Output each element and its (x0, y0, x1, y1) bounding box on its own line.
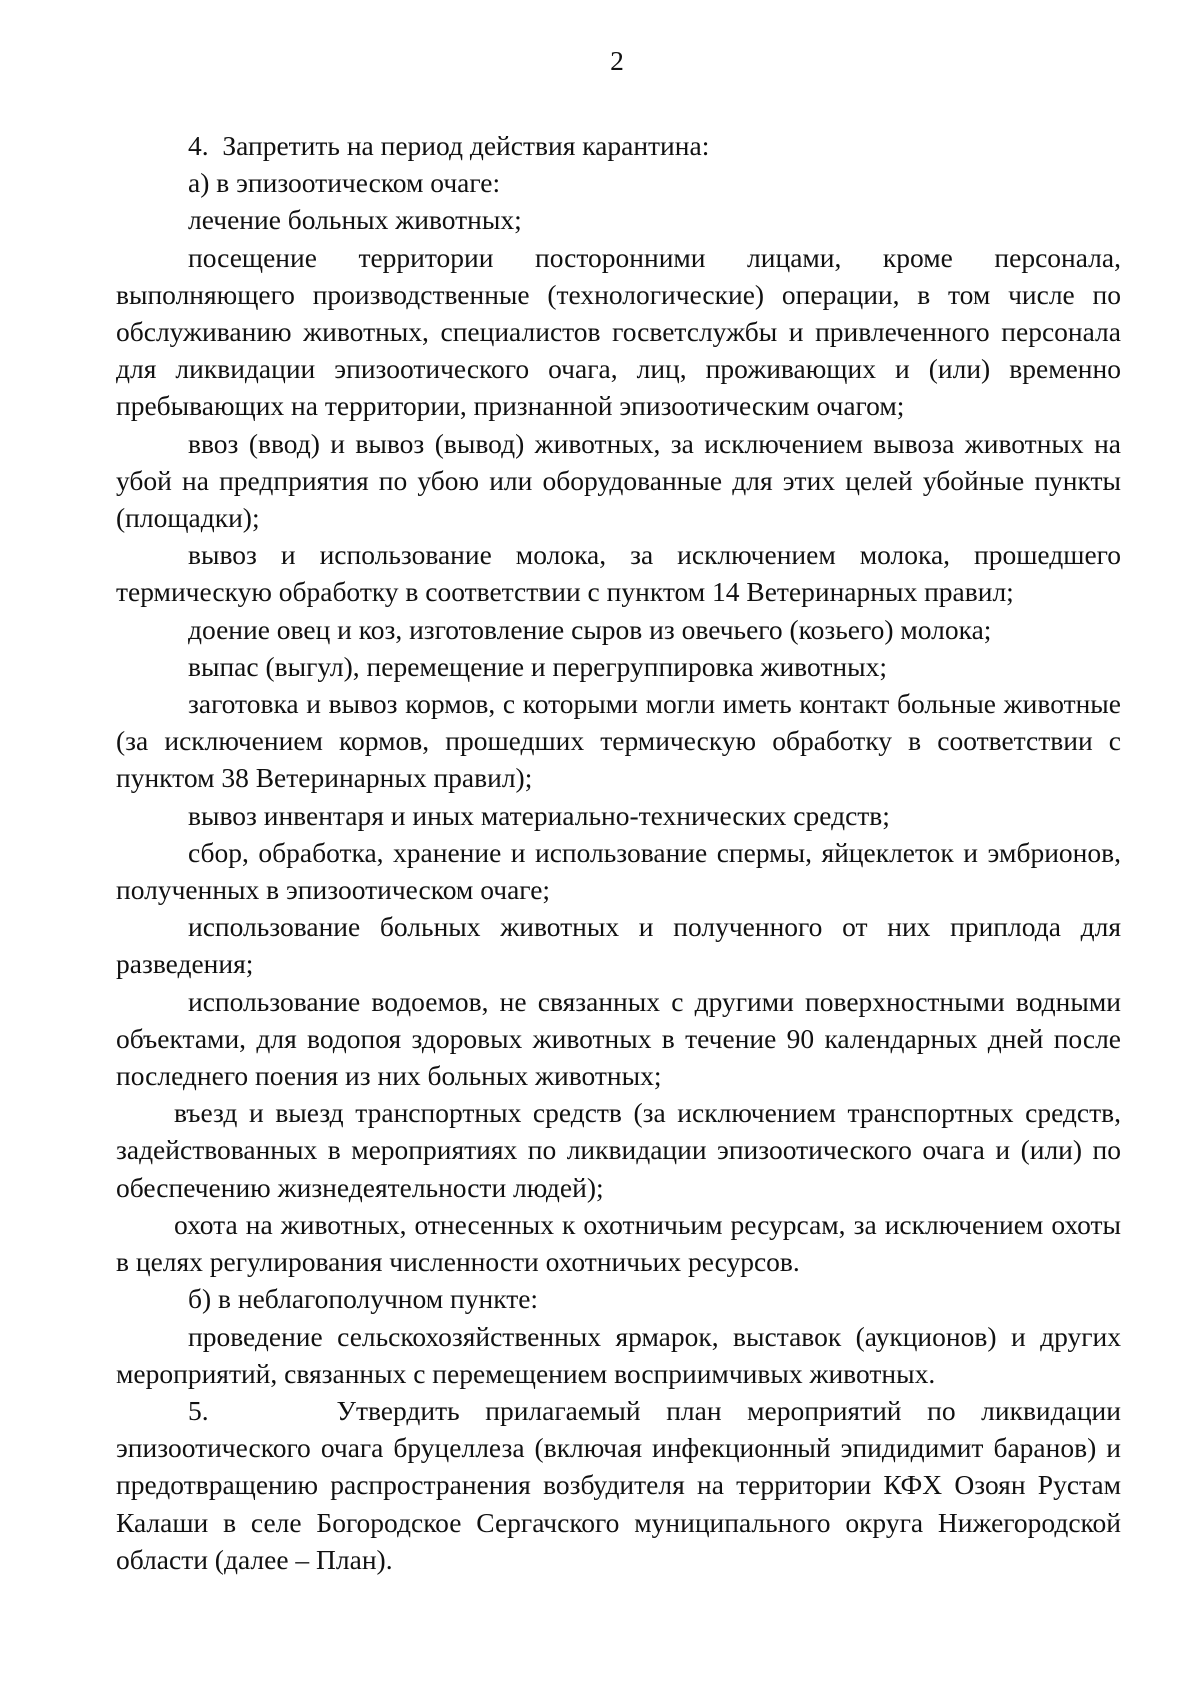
subitem-a-heading: а) в эпизоотическом очаге: (188, 167, 501, 199)
prohibition-inventory: вывоз инвентаря и иных материально-технических средств; (188, 799, 890, 831)
prohibition-vehicles: въезд и выезд транспортных средств (за исключением транспортных средств, задействованных в мероприятиях по ликвидации эпизоотического очага и (или) по обеспечению жизнедеятельности людей); (116, 1097, 1121, 1203)
prohibition-animal-movement: ввоз (ввод) и вывоз (вывод) животных, за исключением вывоза животных на убой на предприятия по убою или оборудованные для этих целей убойные пункты (площадки); (116, 427, 1121, 534)
prohibition-fairs: проведение сельскохозяйственных ярмарок, выставок (аукционов) и других мероприятий, связанных с перемещением восприимчивых животных. (116, 1320, 1121, 1389)
subitem-b-heading: б) в неблагополучном пункте: (188, 1283, 539, 1315)
page-number: 2 (610, 45, 624, 76)
document-body (116, 127, 1121, 1578)
prohibition-water-bodies: использование водоемов, не связанных с другими поверхностными водными объектами, для водопоя здоровых животных в течение 90 календарных дней после последнего поения из них больных животных; (116, 985, 1121, 1092)
item-4-heading: 4. Запретить на период действия карантина: (188, 130, 710, 161)
prohibition-milking: доение овец и коз, изготовление сыров из овечьего (козьего) молока; (188, 613, 992, 645)
prohibition-territory-visits: посещение территории посторонними лицами, кроме персонала, выполняющего производственные (технологические) операции, в том числе по обслуживанию животных, специалистов госветслужбы и привлеченного персонала для ликвидации эпизоотического очага, лиц, проживающих и (или) временно пребывающих на территории, признанной эпизоотическим очагом; (116, 241, 1121, 422)
prohibition-milk: вывоз и использование молока, за исключением молока, прошедшего термическую обработку в соответствии с пунктом 14 Ветеринарных правил; (116, 539, 1121, 608)
prohibition-genetic-material: сбор, обработка, хранение и использование спермы, яйцеклеток и эмбрионов, полученных в эпизоотическом очаге; (116, 836, 1121, 906)
prohibition-treatment: лечение больных животных; (188, 204, 522, 236)
prohibition-feed: заготовка и вывоз кормов, с которыми могли иметь контакт больные животные (за исключением кормов, прошедших термическую обработку в соответствии с пунктом 38 Ветеринарных правил); (116, 688, 1121, 794)
item-5-plan-approval: 5. Утвердить прилагаемый план мероприятий по ликвидации эпизоотического очага бруцеллеза (включая инфекционный эпидидимит баранов) и предотвращению распространения возбудителя на территории КФХ Озоян Рустам Калаши в селе Богородское Сергачского муниципального округа Нижегородской области (далее – План). (116, 1394, 1121, 1575)
prohibition-hunting: охота на животных, отнесенных к охотничьим ресурсам, за исключением охоты в целях регулирования численности охотничьих ресурсов. (116, 1208, 1121, 1278)
prohibition-breeding: использование больных животных и полученного от них приплода для разведения; (116, 911, 1121, 980)
prohibition-grazing: выпас (выгул), перемещение и перегруппировка животных; (188, 650, 887, 682)
